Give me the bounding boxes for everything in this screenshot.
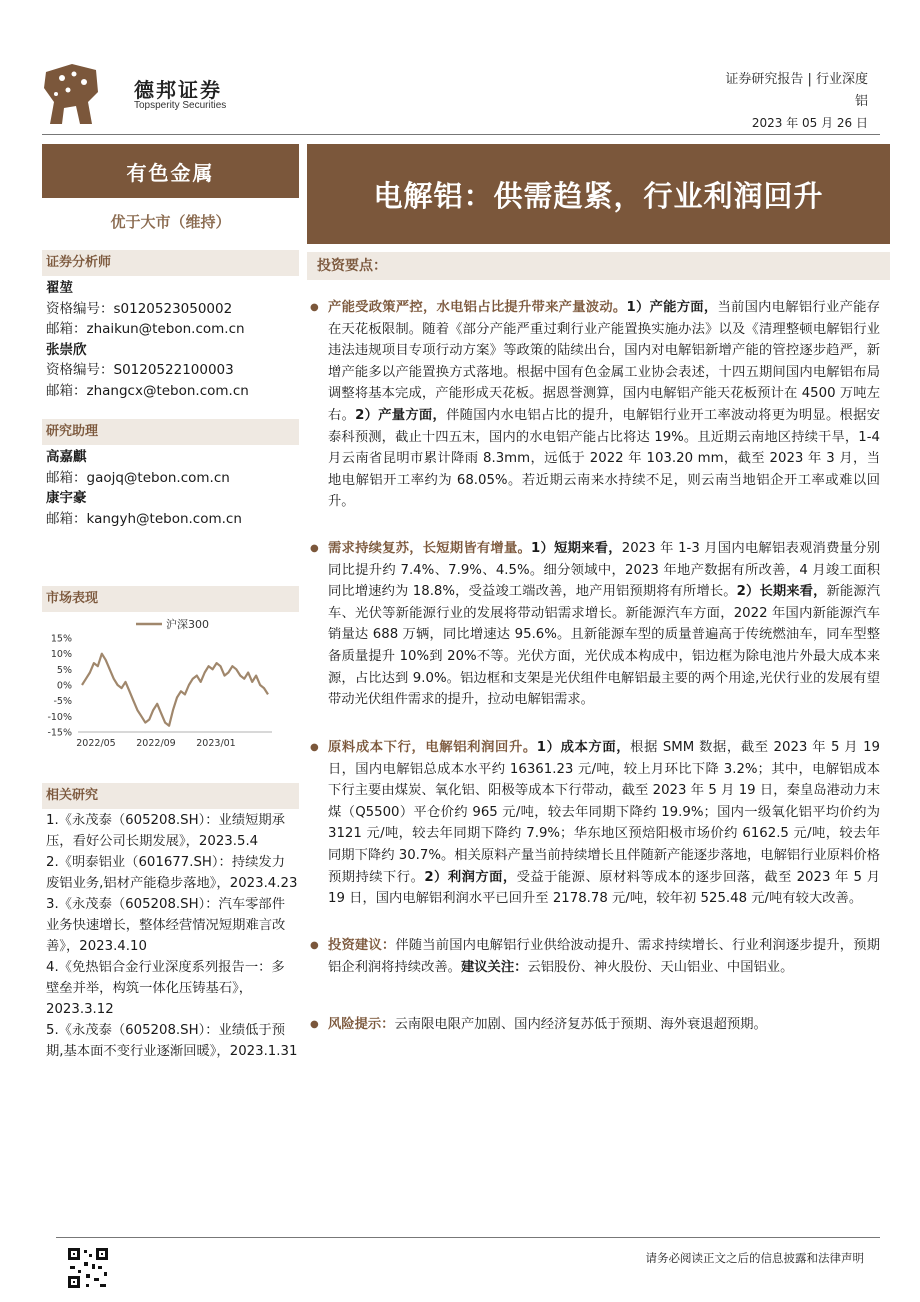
point-lead: 需求持续复苏，长短期皆有增量。 xyxy=(328,541,532,556)
point-body: 伴随当前国内电解铝行业供给波动提升、需求持续增长、行业利润逐步提升，预期铝企利润将持续改善。建议关注：云铝股份、神火股份、天山铝业、中国铝业。 xyxy=(328,938,881,975)
point-capacity xyxy=(310,297,880,513)
assistant-email[interactable]: 邮箱：gaojq@tebon.com.cn xyxy=(46,469,230,486)
assistant-email[interactable]: 邮箱：kangyh@tebon.com.cn xyxy=(46,510,242,527)
analysts-heading: 证券分析师 xyxy=(42,250,299,276)
logo-text-cn: 德邦证券 xyxy=(134,78,222,102)
assistants-block xyxy=(46,447,296,529)
y-tick-label: -10% xyxy=(47,711,72,723)
analyst-license: 资格编号：s0120523050002 xyxy=(46,300,233,317)
point-body: 1）产能方面，当前国内电解铝行业产能存在天花板限制。随着《部分产能严重过剩行业产能置换实施办法》以及《清理整顿电解铝行业违法违规项目专项行动方案》等政策的陆续出台，国内对电解铝新增产能的管控逐步趋严，新增产能多以产能置换方式落地。根据中国有色金属工业协会表述，十四五期间国内电解铝布局调整将基本完成，产能形成天花板。据恩誉测算，国内电解铝产能天花板预计在 4500 万吨左右。2）产量方面，伴随国内水电铝占比的提升，电解铝行业开工率波动将更为明显。根据安泰科预测，截止十四五末，国内的水电铝产能占比将达 19%。且近期云南地区持续干旱，1-4 月云南省昆明市累计降雨 8.3mm，远低于 2022 年 103.20 mm，截至 2023 年 3 月，当地电解铝开工率约为 68.05%。若近期云南来水持续不足，则云南当地铝企开工率或难以回升。 xyxy=(328,300,881,510)
analysts-block xyxy=(46,278,296,401)
related-heading: 相关研究 xyxy=(42,783,299,809)
footer-divider xyxy=(56,1237,880,1238)
assistant-name: 康宇豪 xyxy=(46,490,87,506)
related-list xyxy=(46,810,298,1062)
related-item[interactable]: 3.《永茂泰（605208.SH）：汽车零部件业务快速增长，整体经营情况短期难言改善》，2023.4.10 xyxy=(46,897,286,954)
analyst-name: 翟堃 xyxy=(46,280,73,296)
y-tick-label: -15% xyxy=(47,727,72,739)
report-date: 2023 年 05 月 26 日 xyxy=(751,116,868,130)
assistant-name: 高嘉麒 xyxy=(46,449,87,465)
logo-text-en: Topsperity Securities xyxy=(134,100,227,111)
x-tick-label: 2022/05 xyxy=(76,738,116,749)
market-heading: 市场表现 xyxy=(42,586,299,612)
legal-disclaimer[interactable]: 请务必阅读正文之后的信息披露和法律声明 xyxy=(645,1251,864,1265)
point-lead: 原料成本下行，电解铝利润回升。 xyxy=(328,740,537,755)
analyst-name: 张崇欣 xyxy=(46,341,87,358)
point-cost xyxy=(310,737,880,910)
related-item[interactable]: 5.《永茂泰（605208.SH）：业绩低于预期,基本面不变行业逐渐回暖》，2023.1.31 xyxy=(46,1023,298,1059)
assistants-heading: 研究助理 xyxy=(42,419,299,445)
point-risk xyxy=(310,1014,880,1036)
rating: 优于大市（维持） xyxy=(110,213,231,231)
point-lead: 风险提示： xyxy=(328,1017,395,1032)
page-title: 电解铝：供需趋紧，行业利润回升 xyxy=(307,144,890,244)
investment-points-heading: 投资要点： xyxy=(307,252,890,280)
point-body: 1）成本方面，根据 SMM 数据，截至 2023 年 5 月 19 日，国内电解铝总成本水平约 16361.23 元/吨，较上月环比下降 3.2%；其中，电解铝成本下行主要由煤炭、氧化铝、阳极等成本下行带动，截至 2023 年 5 月 19 日，秦皇岛港动力末煤（Q5500）平仓价约 965 元/吨，较去年同期下降约 19.9%；国内一级氧化铝平均价约为 3121 元/吨，较去年同期下降约 7.9%；华东地区预焙阳极市场价约 6162.5 元/吨，较去年同期下降约 30.7%。相关原料产量当前持续增长且伴随新产能逐步落地，电解铝行业原料价格预期持续下行。2）利润方面，受益于能源、原材料等成本的逐步回落，截至 2023 年 5 月 19 日，国内电解铝利润水平已回升至 2178.78 元/吨，较年初 525.48 元/吨有较大改善。 xyxy=(328,740,880,907)
point-lead: 产能受政策严控，水电铝占比提升带来产量波动。 xyxy=(328,300,627,315)
industry-label: 铝 xyxy=(854,94,868,109)
point-lead: 投资建议： xyxy=(328,938,396,953)
bullet-icon: ● xyxy=(310,302,319,313)
point-recommendation xyxy=(310,935,880,978)
bullet-icon: ● xyxy=(310,1019,319,1030)
bullet-icon: ● xyxy=(310,543,319,554)
header-divider xyxy=(42,134,880,135)
qr-code-icon[interactable] xyxy=(66,1246,110,1290)
related-item[interactable]: 2.《明泰铝业（601677.SH）：持续发力废铝业务,铝材产能稳步落地》，2023.4.23 xyxy=(46,855,298,891)
x-tick-label: 2022/09 xyxy=(136,738,176,749)
x-tick-label: 2023/01 xyxy=(196,738,236,749)
y-tick-label: 15% xyxy=(50,633,72,645)
related-item[interactable]: 1.《永茂泰（605208.SH）：业绩短期承压，看好公司长期发展》，2023.5.4 xyxy=(46,813,286,849)
point-body: 1）短期来看，2023 年 1-3 月国内电解铝表观消费量分别同比提升约 7.4%、7.9%、4.5%。细分领域中，2023 年地产数据有所改善，4 月竣工面积同比增速约为 18.8%，受益竣工端改善，地产用铝预期将有所增长。2）长期来看，新能源汽车、光伏等新能源行业的发展将带动铝需求增长。新能源汽车方面，2022 年国内新能源汽车销量达 688 万辆，同比增速达 95.6%。且新能源车型的质量普遍高于传统燃油车，同车型整备质量提升 10%到 20%不等。光伏方面，光伏成本构成中，铝边框为除电池片外最大成本来源，占比达到 9.0%。铝边框和支架是光伏组件电解铝最主要的两个用途,光伏行业的发展有望带动光伏组件需求的提升，拉动电解铝需求。 xyxy=(328,541,881,708)
point-body: 云南限电限产加剧、国内经济复苏低于预期、海外衰退超预期。 xyxy=(394,1017,767,1032)
bullet-icon: ● xyxy=(310,742,319,753)
analyst-license: 资格编号：S0120522100003 xyxy=(46,362,234,378)
sector-box: 有色金属 xyxy=(42,144,299,198)
series-line xyxy=(82,654,268,726)
market-performance-chart xyxy=(42,614,282,754)
y-tick-label: 5% xyxy=(56,664,72,676)
y-tick-label: 10% xyxy=(50,649,72,661)
report-type: 证券研究报告 | 行业深度 xyxy=(725,72,868,87)
y-tick-label: -5% xyxy=(53,696,72,708)
legend-label: 沪深300 xyxy=(166,618,209,631)
related-item[interactable]: 4.《免热铝合金行业深度系列报告一：多壁垒并举，构筑一体化压铸基石》，2023.3.12 xyxy=(46,960,285,1017)
analyst-email[interactable]: 邮箱：zhaikun@tebon.com.cn xyxy=(46,321,245,337)
bullet-icon: ● xyxy=(310,940,319,951)
y-tick-label: 0% xyxy=(56,680,72,692)
analyst-email[interactable]: 邮箱：zhangcx@tebon.com.cn xyxy=(46,382,249,399)
point-demand xyxy=(310,538,880,711)
company-logo-icon xyxy=(42,62,100,128)
